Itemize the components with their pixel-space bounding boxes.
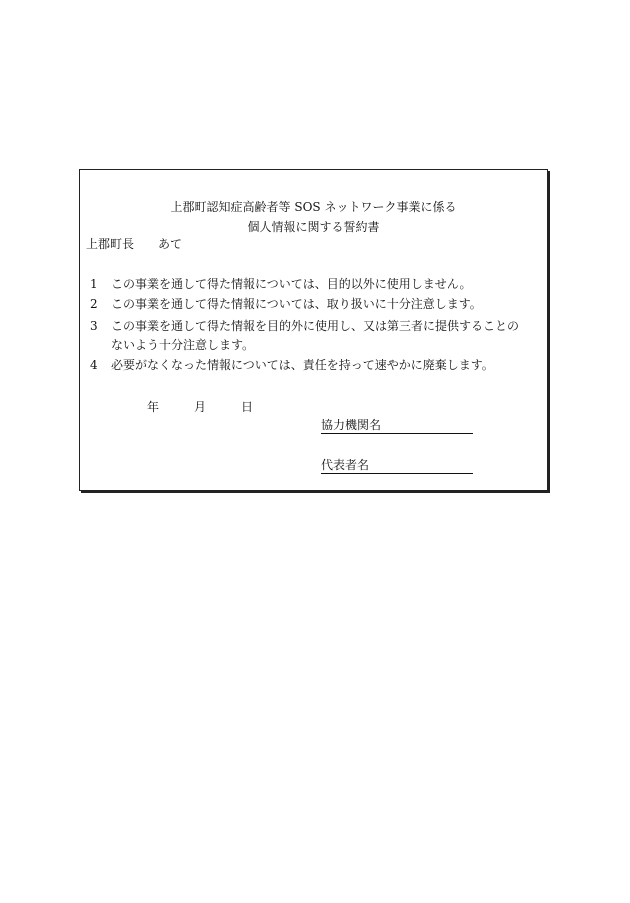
pledge-item-number: 4 (90, 358, 98, 372)
pledge-item-2 (86, 296, 482, 312)
date-day-label: 日 (241, 400, 254, 414)
pledge-item-number: 3 (90, 319, 98, 333)
pledge-document (79, 169, 548, 491)
pledge-item-4 (86, 357, 494, 373)
addressee-suffix: あて (158, 237, 183, 251)
document-title-line-1: 上郡町認知症高齢者等 SOS ネットワーク事業に係る (170, 200, 457, 214)
pledge-item-text: 必要がなくなった情報については、責任を持って速やかに廃棄します。 (111, 358, 494, 372)
pledge-item-text: この事業を通して得た情報については、取り扱いに十分注意します。 (111, 297, 482, 311)
date-year-label: 年 (147, 400, 160, 414)
pledge-item-number: 1 (90, 277, 98, 291)
document-title-line-2: 個人情報に関する誓約書 (247, 220, 380, 234)
organization-name-field[interactable]: 協力機関名 (321, 417, 473, 434)
pledge-item-3 (86, 318, 519, 334)
representative-name-field[interactable]: 代表者名 (321, 457, 473, 474)
pledge-item-3-continuation: ないよう十分注意します。 (111, 338, 255, 352)
date-month-label: 月 (194, 400, 207, 414)
pledge-item-text: この事業を通して得た情報を目的外に使用し、又は第三者に提供することの (111, 319, 520, 333)
pledge-item-text: この事業を通して得た情報については、目的以外に使用しません。 (111, 277, 472, 291)
pledge-item-1 (86, 276, 471, 292)
pledge-item-number: 2 (90, 297, 98, 311)
addressee (86, 236, 182, 252)
addressee-name: 上郡町長 (86, 237, 135, 251)
